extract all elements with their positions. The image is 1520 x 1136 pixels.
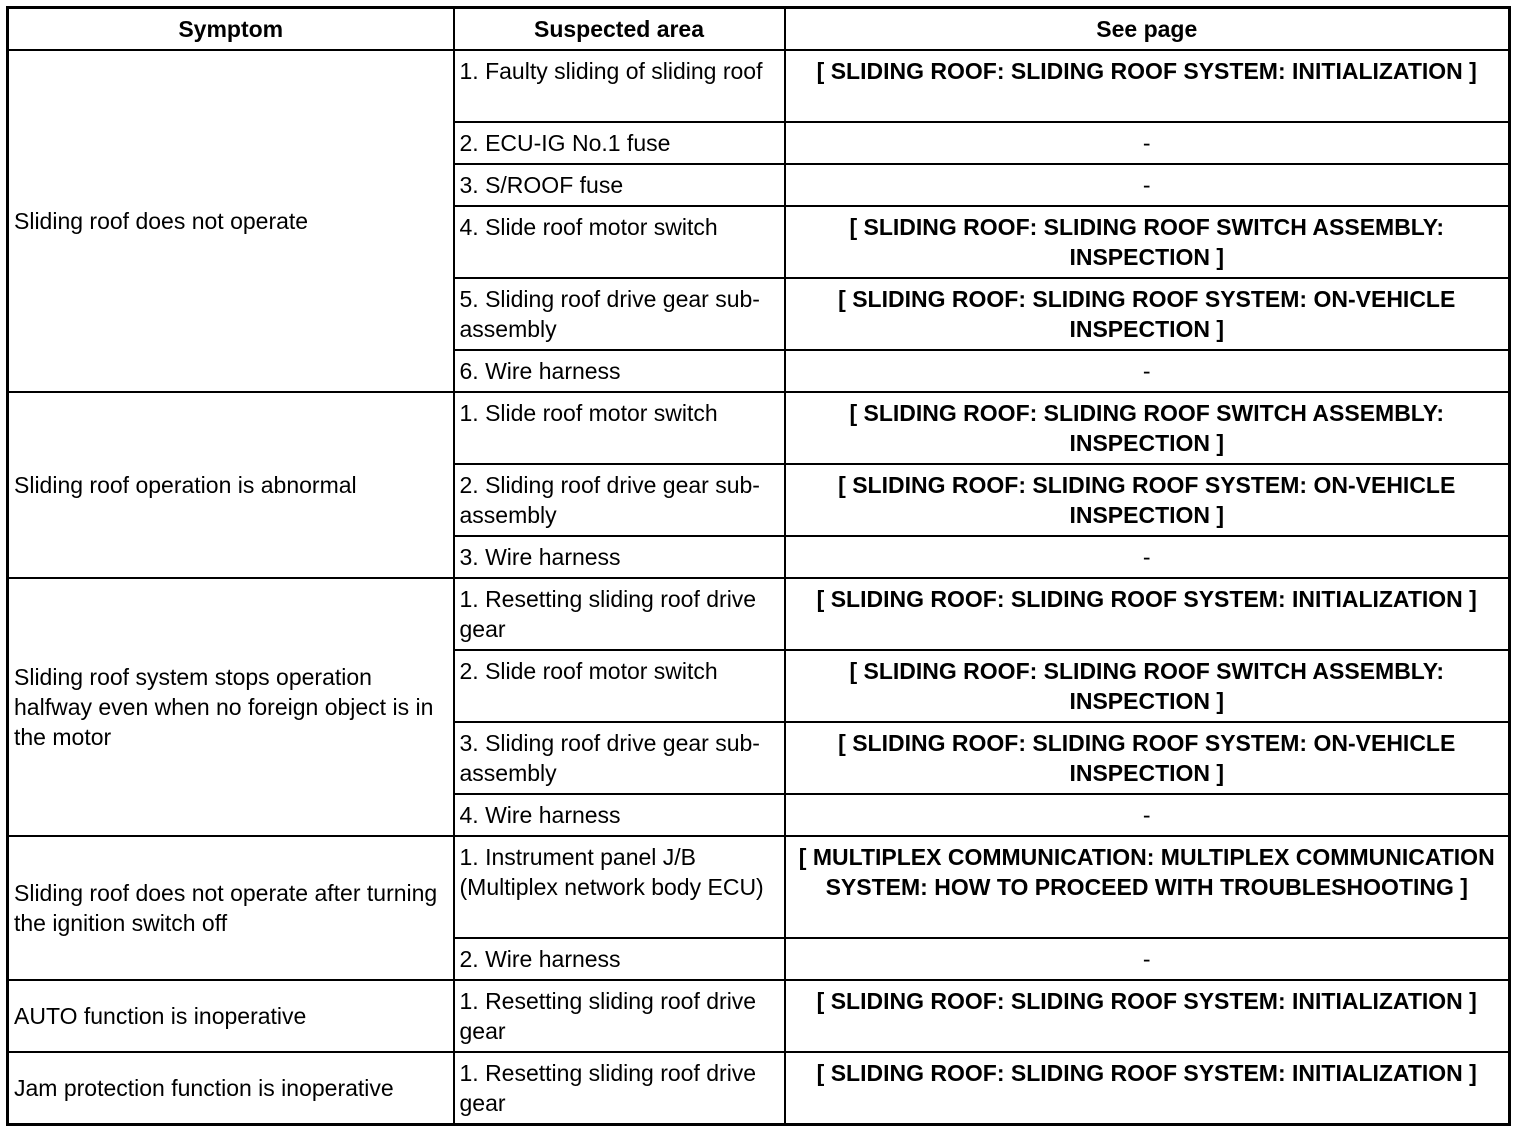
header-suspected-area: Suspected area [454,8,785,51]
see-page-cell: - [785,350,1510,392]
suspected-area-cell: 1. Slide roof motor switch [454,392,785,464]
suspected-area-cell: 5. Sliding roof drive gear sub-assembly [454,278,785,350]
table-row [8,392,1510,464]
suspected-area-cell: 2. ECU-IG No.1 fuse [454,122,785,164]
troubleshooting-table [6,6,1511,1126]
table-row [8,578,1510,650]
header-symptom: Symptom [8,8,454,51]
see-page-cell: - [785,122,1510,164]
see-page-cell: - [785,938,1510,980]
see-page-cell: - [785,536,1510,578]
symptom-cell: Sliding roof operation is abnormal [8,392,454,578]
table-row [8,1052,1510,1125]
see-page-cell: [ SLIDING ROOF: SLIDING ROOF SYSTEM: INITIALIZATION ] [785,980,1510,1052]
suspected-area-cell: 3. S/ROOF fuse [454,164,785,206]
symptom-cell: Sliding roof system stops operation halfway even when no foreign object is in the motor [8,578,454,836]
see-page-cell: [ SLIDING ROOF: SLIDING ROOF SWITCH ASSEMBLY: INSPECTION ] [785,206,1510,278]
see-page-cell: - [785,164,1510,206]
see-page-cell: [ SLIDING ROOF: SLIDING ROOF SYSTEM: INITIALIZATION ] [785,1052,1510,1125]
suspected-area-cell: 2. Slide roof motor switch [454,650,785,722]
suspected-area-cell: 1. Faulty sliding of sliding roof [454,50,785,122]
see-page-cell: [ SLIDING ROOF: SLIDING ROOF SWITCH ASSEMBLY: INSPECTION ] [785,392,1510,464]
see-page-cell: [ SLIDING ROOF: SLIDING ROOF SYSTEM: INITIALIZATION ] [785,578,1510,650]
see-page-cell: [ SLIDING ROOF: SLIDING ROOF SYSTEM: INITIALIZATION ] [785,50,1510,122]
table-row [8,50,1510,122]
symptom-cell: AUTO function is inoperative [8,980,454,1052]
suspected-area-cell: 1. Instrument panel J/B (Multiplex network body ECU) [454,836,785,938]
suspected-area-cell: 4. Slide roof motor switch [454,206,785,278]
suspected-area-cell: 6. Wire harness [454,350,785,392]
see-page-cell: - [785,794,1510,836]
suspected-area-cell: 4. Wire harness [454,794,785,836]
suspected-area-cell: 1. Resetting sliding roof drive gear [454,980,785,1052]
symptom-cell: Sliding roof does not operate after turning the ignition switch off [8,836,454,980]
suspected-area-cell: 1. Resetting sliding roof drive gear [454,578,785,650]
table-row [8,836,1510,938]
see-page-cell: [ SLIDING ROOF: SLIDING ROOF SWITCH ASSEMBLY: INSPECTION ] [785,650,1510,722]
header-row [8,8,1510,51]
suspected-area-cell: 3. Wire harness [454,536,785,578]
see-page-cell: [ SLIDING ROOF: SLIDING ROOF SYSTEM: ON-VEHICLE INSPECTION ] [785,722,1510,794]
see-page-cell: [ MULTIPLEX COMMUNICATION: MULTIPLEX COMMUNICATION SYSTEM: HOW TO PROCEED WITH TROUBLESHOOTING ] [785,836,1510,938]
symptom-cell: Jam protection function is inoperative [8,1052,454,1125]
suspected-area-cell: 2. Sliding roof drive gear sub-assembly [454,464,785,536]
suspected-area-cell: 2. Wire harness [454,938,785,980]
table-row [8,980,1510,1052]
header-see-page: See page [785,8,1510,51]
see-page-cell: [ SLIDING ROOF: SLIDING ROOF SYSTEM: ON-VEHICLE INSPECTION ] [785,278,1510,350]
see-page-cell: [ SLIDING ROOF: SLIDING ROOF SYSTEM: ON-VEHICLE INSPECTION ] [785,464,1510,536]
suspected-area-cell: 3. Sliding roof drive gear sub-assembly [454,722,785,794]
suspected-area-cell: 1. Resetting sliding roof drive gear [454,1052,785,1125]
symptom-cell: Sliding roof does not operate [8,50,454,392]
